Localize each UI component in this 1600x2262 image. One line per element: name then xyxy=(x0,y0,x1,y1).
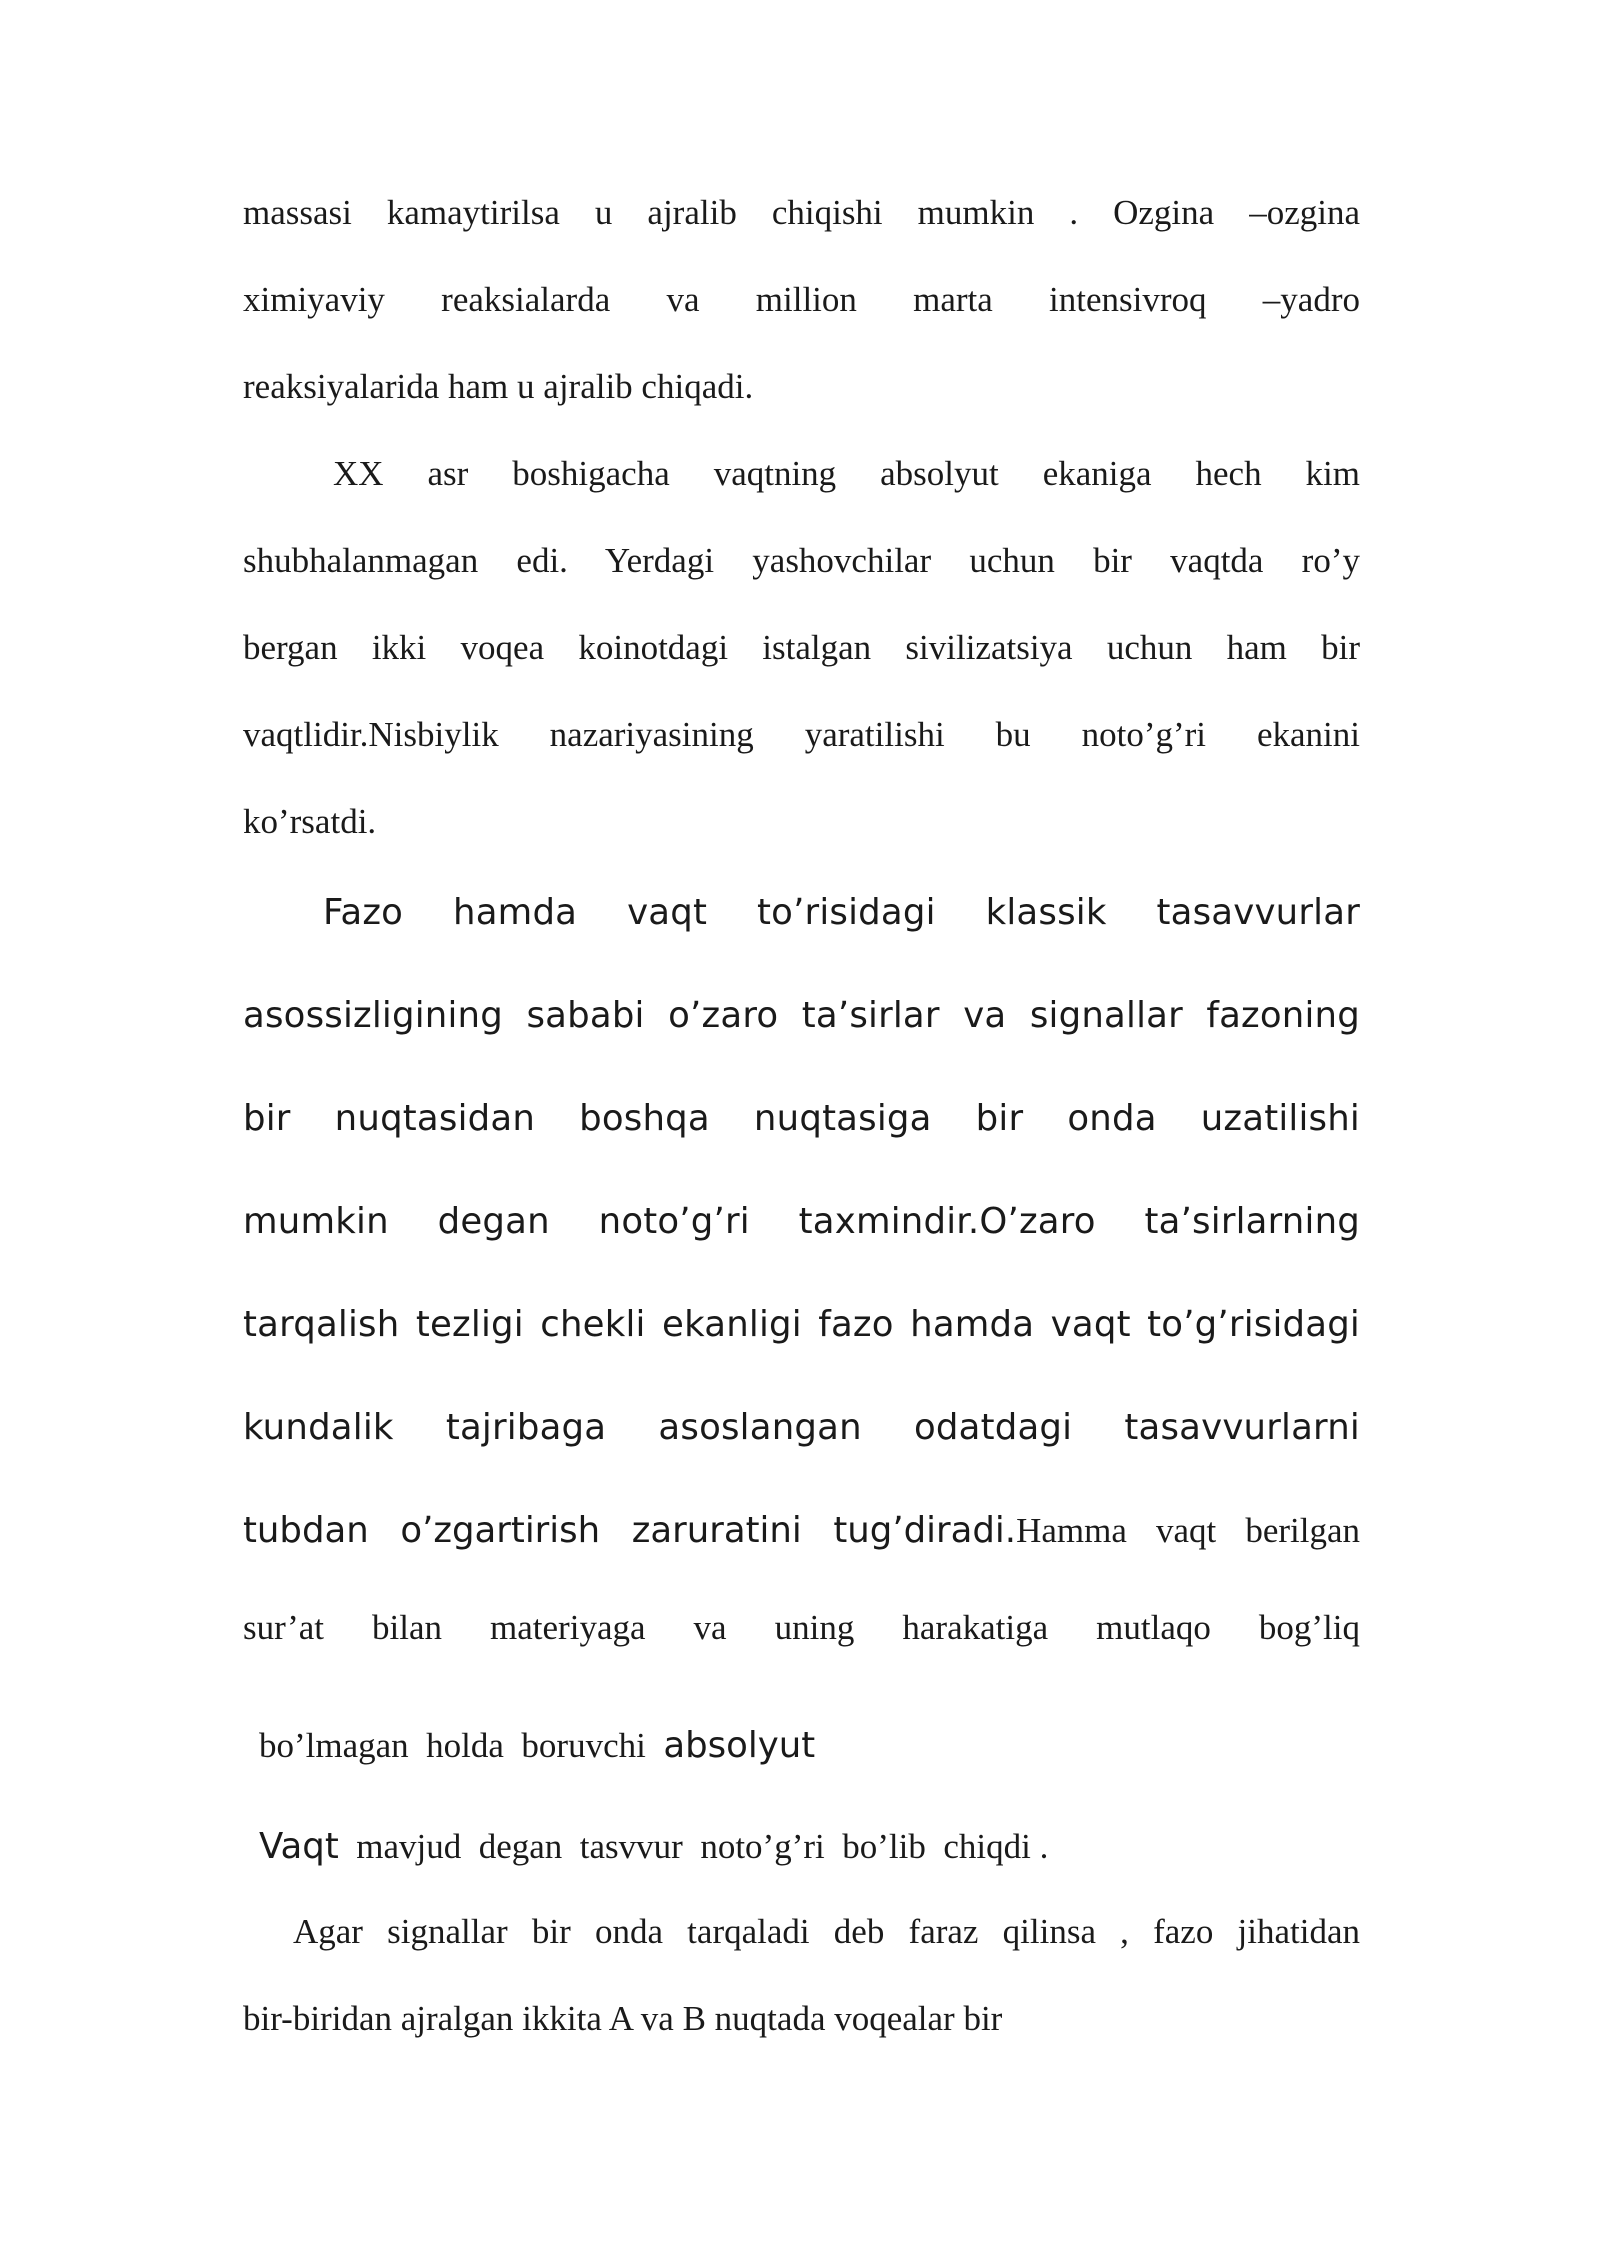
text-line-12: mumkin degan noto’g’ri taxmindir.O’zaro ta’sirlarning xyxy=(243,1201,1360,1242)
text-line-15-sans: tubdan o’zgartirish zaruratini tug’diradi. xyxy=(243,1510,1017,1551)
text-line-14: kundalik tajribaga asoslangan odatdagi tasavvurlarni xyxy=(243,1407,1360,1448)
text-line-18 xyxy=(243,1808,1360,1885)
text-line-4: XX asr boshigacha vaqtning absolyut ekaniga hech kim xyxy=(333,454,1360,493)
text-line-13: tarqalish tezligi chekli ekanligi fazo hamda vaqt to’g’risidagi xyxy=(243,1304,1360,1345)
text-line-17 xyxy=(243,1707,1360,1784)
text-line-3: reaksiyalarida ham u ajralib chiqadi. xyxy=(243,367,754,406)
text-line-16: sur’at bilan materiyaga va uning harakatiga mutlaqo bog’liq xyxy=(243,1608,1360,1647)
text-line-6: bergan ikki voqea koinotdagi istalgan sivilizatsiya uchun ham bir xyxy=(243,628,1360,667)
text-line-18-sans: Vaqt xyxy=(259,1826,339,1867)
text-line-7: vaqtlidir.Nisbiylik nazariyasining yaratilishi bu noto’g’ri ekanini xyxy=(243,715,1360,754)
text-line-19: Agar signallar bir onda tarqaladi deb faraz qilinsa , fazo jihatidan xyxy=(293,1912,1360,1951)
text-line-17-serif: bo’lmagan holda boruvchi xyxy=(259,1726,664,1765)
text-line-15-serif: Hamma vaqt berilgan xyxy=(1016,1511,1360,1550)
text-line-2: ximiyaviy reaksialarda va million marta intensivroq –yadro xyxy=(243,280,1360,319)
text-line-1: massasi kamaytirilsa u ajralib chiqishi mumkin . Ozgina –ozgina xyxy=(243,193,1360,232)
text-line-20: bir-biridan ajralgan ikkita A va B nuqtada voqealar bir xyxy=(243,1999,1003,2038)
text-line-10: asossizligining sababi o’zaro ta’sirlar va signallar fazoning xyxy=(243,995,1360,1036)
text-line-17-sans: absolyut xyxy=(663,1725,816,1766)
text-line-9: Fazo hamda vaqt to’risidagi klassik tasavvurlar xyxy=(323,892,1360,933)
text-line-11: bir nuqtasidan boshqa nuqtasiga bir onda uzatilishi xyxy=(243,1098,1360,1139)
text-line-18-serif: mavjud degan tasvvur noto’g’ri bo’lib chiqdi . xyxy=(338,1827,1049,1866)
text-line-8: ko’rsatdi. xyxy=(243,802,377,841)
text-line-5: shubhalanmagan edi. Yerdagi yashovchilar uchun bir vaqtda ro’y xyxy=(243,541,1360,580)
text-line-15 xyxy=(243,1510,1360,1551)
